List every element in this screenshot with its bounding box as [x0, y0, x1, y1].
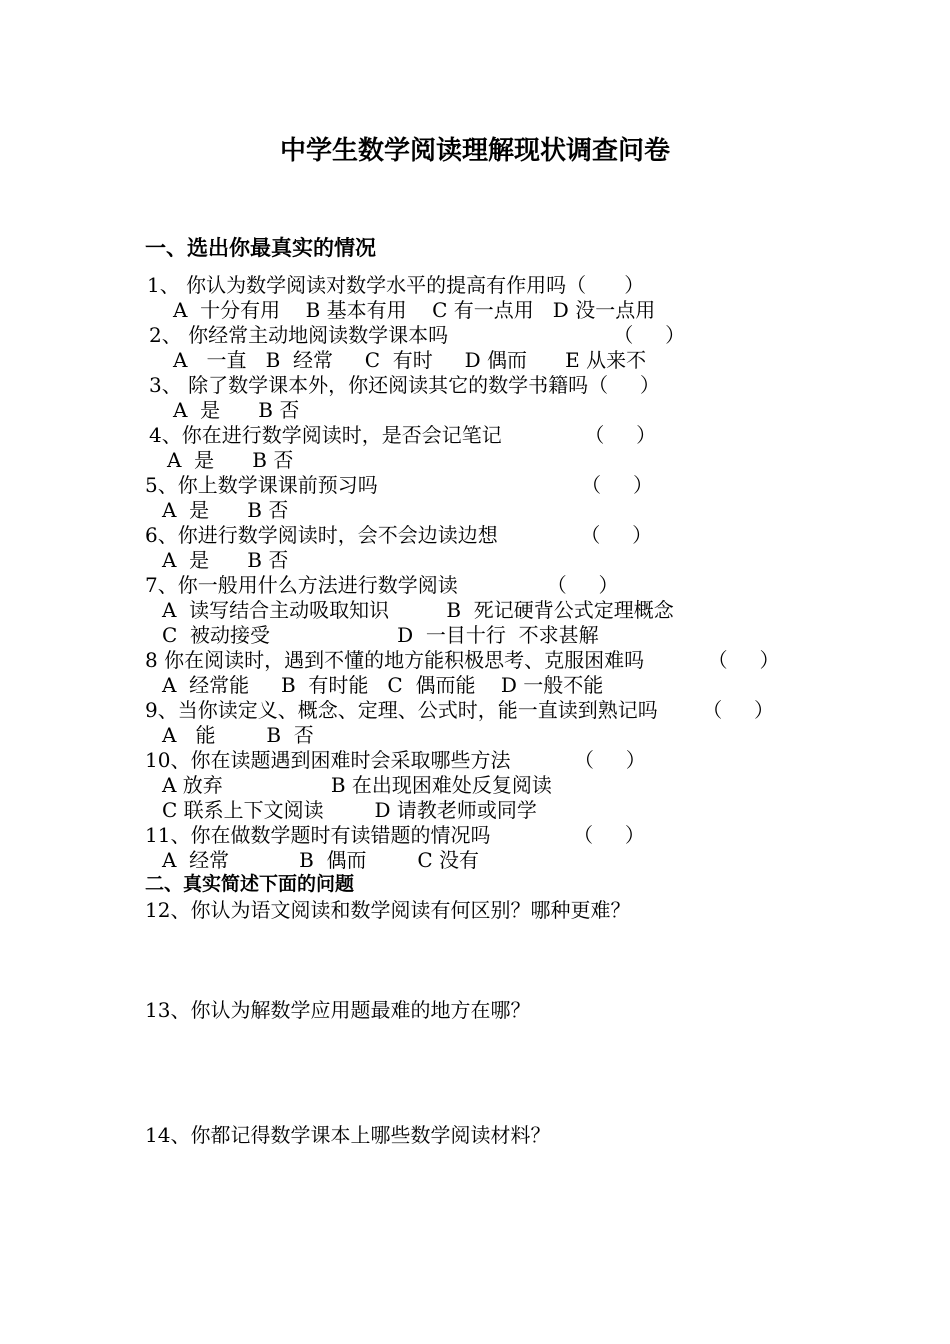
- question-2-options: A 一直 B 经常 C 有时 D 偶而 E 从来不: [173, 348, 647, 372]
- question-10-options-row1: A 放弃 B 在出现困难处反复阅读: [162, 773, 552, 797]
- question-10-options-row2: C 联系上下文阅读 D 请教老师或同学: [162, 798, 537, 822]
- question-1-options: A 十分有用 B 基本有用 C 有一点用 D 没一点用: [173, 298, 656, 322]
- question-6: 6、你进行数学阅读时，会不会边读边想 （ ）: [145, 523, 653, 547]
- question-11-options: A 经常 B 偶而 C 没有: [162, 848, 480, 872]
- question-5: 5、你上数学课课前预习吗 （ ）: [145, 473, 653, 497]
- open-question-12: 12、你认为语文阅读和数学阅读有何区别？哪种更难？: [145, 898, 631, 922]
- open-question-13: 13、你认为解数学应用题最难的地方在哪？: [145, 998, 531, 1022]
- question-7-options-row1: A 读写结合主动吸取知识 B 死记硬背公式定理概念: [162, 598, 674, 622]
- question-5-options: A 是 B 否: [162, 498, 289, 522]
- question-4: 4、你在进行数学阅读时，是否会记笔记 （ ）: [149, 423, 657, 447]
- section-one-heading: 一、选出你最真实的情况: [145, 236, 376, 260]
- question-10: 10、你在读题遇到困难时会采取哪些方法 （ ）: [145, 748, 646, 772]
- question-6-options: A 是 B 否: [162, 548, 289, 572]
- question-3: 3、 除了数学课本外，你还阅读其它的数学书籍吗（ ）: [149, 373, 660, 397]
- question-3-options: A 是 B 否: [173, 398, 300, 422]
- question-7-options-row2: C 被动接受 D 一目十行 不求甚解: [162, 623, 599, 647]
- question-7: 7、你一般用什么方法进行数学阅读 （ ）: [145, 573, 619, 597]
- open-question-14: 14、你都记得数学课本上哪些数学阅读材料？: [145, 1123, 551, 1147]
- survey-title: 中学生数学阅读理解现状调查问卷: [279, 136, 670, 166]
- question-9: 9、当你读定义、概念、定理、公式时，能一直读到熟记吗 （ ）: [145, 698, 775, 722]
- question-9-options: A 能 B 否: [162, 723, 314, 747]
- section-two-heading: 二、真实简述下面的问题: [145, 873, 355, 895]
- question-1: 1、 你认为数学阅读对数学水平的提高有作用吗（ ）: [147, 273, 645, 297]
- question-8-options: A 经常能 B 有时能 C 偶而能 D 一般不能: [162, 673, 604, 697]
- question-2: 2、 你经常主动地阅读数学课本吗 （ ）: [149, 323, 686, 347]
- question-4-options: A 是 B 否: [167, 448, 294, 472]
- question-11: 11、你在做数学题时有读错题的情况吗 （ ）: [145, 823, 645, 847]
- question-8: 8 你在阅读时，遇到不懂的地方能积极思考、克服困难吗 （ ）: [145, 648, 780, 672]
